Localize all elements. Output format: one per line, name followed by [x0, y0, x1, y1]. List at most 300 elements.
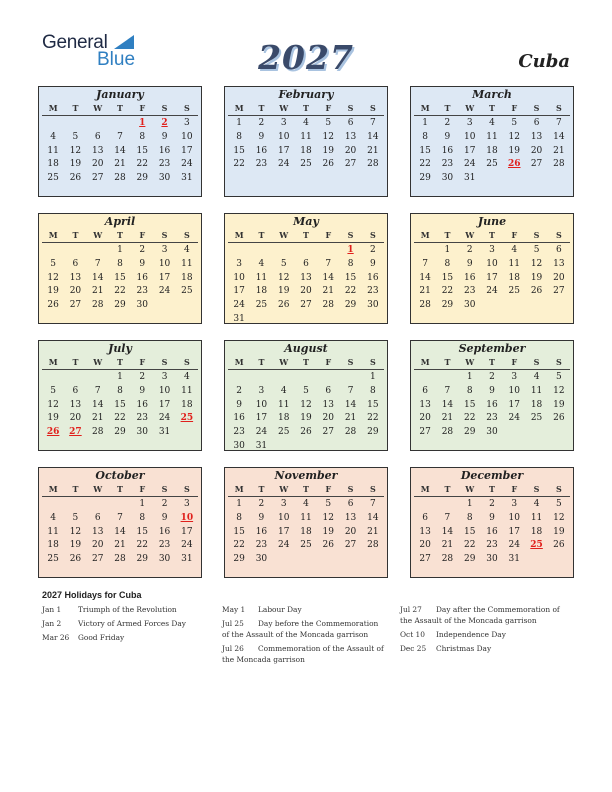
empty-day [64, 244, 86, 258]
day: 14 [114, 145, 126, 156]
month-title: June [477, 215, 507, 228]
day: 13 [91, 145, 104, 156]
weekday-label: W [93, 484, 103, 494]
holiday-date: Jul 26 [222, 644, 244, 653]
month-title: October [95, 469, 145, 482]
day: 20 [419, 540, 431, 551]
day: 16 [158, 145, 171, 156]
day: 14 [367, 512, 379, 523]
day: 28 [114, 554, 126, 565]
day: 2 [489, 499, 495, 509]
weekday-label: S [161, 357, 168, 367]
day: 26 [300, 427, 312, 438]
day: 10 [233, 272, 245, 283]
weekday-label: F [139, 357, 146, 367]
day: 8 [369, 385, 376, 396]
holiday-day: 27 [69, 427, 82, 438]
day: 10 [181, 131, 193, 142]
day: 8 [236, 131, 242, 142]
day: 7 [422, 258, 428, 269]
day: 12 [553, 385, 565, 396]
weekday-label: S [533, 484, 540, 494]
day: 7 [117, 512, 123, 523]
day: 10 [255, 399, 268, 410]
weekday-label: T [72, 484, 79, 494]
day: 1 [117, 245, 123, 255]
holiday-name: Victory of Armed Forces Day [78, 619, 186, 628]
day: 6 [422, 512, 428, 523]
day: 22 [441, 286, 454, 297]
weekday-label: M [234, 230, 244, 240]
day: 9 [236, 399, 242, 410]
day: 18 [277, 413, 290, 424]
day: 12 [69, 145, 82, 156]
weekday-label: T [72, 357, 79, 367]
month-title: April [104, 215, 136, 228]
day: 21 [441, 540, 454, 551]
day: 13 [419, 526, 431, 537]
day: 24 [463, 159, 476, 170]
day: 13 [69, 272, 82, 283]
day: 20 [322, 413, 334, 424]
day: 5 [50, 385, 56, 396]
month-october [38, 467, 202, 578]
day: 2 [369, 245, 376, 255]
weekday-label: S [555, 357, 562, 367]
weekday-label: S [555, 484, 562, 494]
day: 11 [47, 145, 59, 156]
day: 4 [280, 385, 287, 396]
month-april [38, 213, 202, 324]
day: 11 [300, 512, 312, 523]
weekday-label: M [420, 230, 430, 240]
day: 9 [258, 512, 265, 523]
month-title: March [472, 88, 512, 101]
day: 9 [444, 131, 451, 142]
weekday-label: T [258, 230, 265, 240]
day: 13 [344, 131, 357, 142]
day: 5 [555, 372, 562, 382]
day: 27 [322, 427, 334, 438]
day: 22 [114, 286, 126, 297]
day-grid [228, 244, 384, 327]
day: 5 [72, 131, 79, 142]
empty-day [228, 244, 250, 258]
holiday-column [222, 604, 387, 668]
weekday-label: T [258, 484, 265, 494]
day: 31 [463, 173, 476, 184]
day: 10 [508, 385, 520, 396]
month-title: November [274, 469, 338, 482]
weekday-label: T [72, 103, 79, 113]
day: 27 [91, 173, 104, 184]
empty-day [339, 371, 361, 385]
day: 12 [322, 131, 334, 142]
month-title: January [96, 88, 144, 101]
day: 4 [50, 512, 56, 523]
day: 7 [555, 118, 562, 128]
day-grid [414, 244, 570, 313]
day: 18 [181, 272, 193, 283]
day: 24 [508, 413, 520, 424]
holiday-date: Jan 1 [42, 605, 62, 614]
weekday-header [228, 356, 384, 370]
empty-day [317, 244, 339, 258]
day: 4 [511, 245, 518, 255]
weekday-label: T [72, 230, 79, 240]
day: 26 [277, 300, 290, 311]
day-grid [414, 371, 570, 440]
weekday-label: F [139, 484, 146, 494]
day: 28 [344, 427, 357, 438]
day: 11 [277, 399, 290, 410]
day: 6 [303, 258, 309, 269]
day: 17 [233, 286, 245, 297]
day: 30 [158, 173, 171, 184]
day: 19 [553, 526, 565, 537]
day: 9 [139, 385, 146, 396]
day: 15 [136, 526, 148, 537]
weekday-label: M [48, 484, 58, 494]
weekday-label: F [511, 230, 518, 240]
day: 4 [183, 372, 190, 382]
day: 22 [419, 159, 431, 170]
day: 24 [181, 159, 193, 170]
day: 20 [344, 526, 357, 537]
empty-day [87, 117, 109, 131]
day: 6 [422, 385, 428, 396]
day: 9 [258, 131, 265, 142]
day: 29 [114, 427, 126, 438]
day: 2 [258, 118, 265, 128]
day: 2 [139, 372, 146, 382]
day: 20 [530, 145, 543, 156]
weekday-label: M [48, 230, 58, 240]
day: 26 [69, 173, 82, 184]
day: 28 [91, 427, 104, 438]
month-november [224, 467, 388, 578]
weekday-label: S [555, 103, 562, 113]
day: 27 [553, 286, 565, 297]
day: 22 [114, 413, 126, 424]
day: 25 [530, 413, 543, 424]
day: 3 [161, 245, 168, 255]
day: 27 [344, 159, 357, 170]
holiday-name: Independence Day [436, 630, 506, 639]
day: 29 [136, 173, 148, 184]
day: 31 [158, 427, 171, 438]
weekday-label: M [234, 484, 244, 494]
day: 2 [139, 245, 146, 255]
day: 13 [530, 131, 543, 142]
day: 29 [463, 554, 476, 565]
day: 15 [114, 272, 126, 283]
day: 4 [183, 245, 190, 255]
day: 5 [303, 385, 309, 396]
empty-day [273, 371, 295, 385]
day: 20 [419, 413, 431, 424]
day: 11 [530, 385, 543, 396]
holiday-name: Day after the Commemoration of the Assault of the Moncada garrison [400, 605, 560, 625]
day: 16 [255, 526, 268, 537]
holiday-day: 10 [180, 512, 194, 523]
weekday-label: W [93, 357, 103, 367]
day: 15 [463, 526, 476, 537]
day: 9 [161, 512, 168, 523]
day-grid [42, 244, 198, 313]
day: 3 [280, 499, 287, 509]
weekday-header [228, 483, 384, 497]
weekday-label: M [48, 357, 58, 367]
weekday-label: W [465, 484, 475, 494]
holiday-name: Triumph of the Revolution [78, 605, 177, 614]
weekday-label: S [183, 484, 190, 494]
day: 11 [530, 512, 543, 523]
weekday-label: S [347, 230, 354, 240]
day: 12 [277, 272, 290, 283]
day: 21 [344, 413, 357, 424]
day: 21 [114, 159, 126, 170]
weekday-label: W [465, 230, 475, 240]
day: 26 [530, 286, 543, 297]
day: 29 [136, 554, 148, 565]
month-title: December [460, 469, 524, 482]
weekday-label: T [117, 230, 123, 240]
day: 18 [47, 540, 59, 551]
day: 21 [367, 145, 379, 156]
day: 6 [94, 131, 101, 142]
day: 22 [367, 413, 379, 424]
day: 22 [233, 159, 245, 170]
day: 26 [322, 159, 334, 170]
day: 12 [47, 399, 59, 410]
logo-text-general: General [42, 32, 108, 53]
day: 17 [158, 272, 171, 283]
day: 14 [91, 399, 104, 410]
day: 23 [233, 427, 245, 438]
weekday-label: T [444, 103, 451, 113]
day: 7 [444, 385, 451, 396]
day: 25 [508, 286, 520, 297]
weekday-label: T [303, 230, 309, 240]
empty-day [109, 117, 131, 131]
day: 28 [91, 300, 104, 311]
weekday-label: T [444, 357, 451, 367]
month-may [224, 213, 388, 324]
day: 14 [441, 399, 454, 410]
day: 3 [466, 118, 473, 128]
day: 31 [508, 554, 520, 565]
day: 2 [466, 245, 473, 255]
day: 6 [347, 118, 354, 128]
day: 20 [300, 286, 312, 297]
weekday-label: S [533, 357, 540, 367]
day: 7 [94, 258, 101, 269]
holiday-entry [42, 618, 207, 629]
month-september [410, 340, 574, 451]
weekday-label: T [258, 357, 265, 367]
weekday-label: F [511, 103, 518, 113]
weekday-label: M [420, 103, 430, 113]
day: 17 [277, 145, 290, 156]
day: 31 [233, 313, 245, 324]
day: 2 [489, 372, 495, 382]
day: 20 [553, 272, 565, 283]
empty-day [414, 244, 436, 258]
day: 1 [444, 245, 451, 255]
weekday-label: T [303, 103, 309, 113]
month-title: July [108, 342, 132, 355]
holiday-name: Day before the Commemoration of the Assault of the Moncada garrison [222, 619, 379, 639]
day: 3 [258, 385, 265, 396]
day: 19 [322, 145, 334, 156]
holiday-day: 1 [139, 118, 146, 128]
day: 17 [158, 399, 171, 410]
day: 24 [158, 286, 171, 297]
day: 24 [158, 413, 171, 424]
empty-day [295, 244, 317, 258]
day: 28 [322, 300, 334, 311]
weekday-label: F [511, 357, 518, 367]
holiday-day: 25 [530, 540, 543, 551]
weekday-header [414, 229, 570, 243]
day: 11 [181, 385, 193, 396]
day: 7 [444, 512, 451, 523]
empty-day [295, 371, 317, 385]
day: 24 [508, 540, 520, 551]
day: 5 [555, 499, 562, 509]
day: 8 [422, 131, 428, 142]
day: 17 [181, 526, 193, 537]
day: 7 [325, 258, 332, 269]
day: 26 [553, 540, 565, 551]
empty-day [42, 117, 64, 131]
day: 22 [233, 540, 245, 551]
day: 12 [530, 258, 543, 269]
day: 7 [369, 118, 376, 128]
day: 18 [530, 526, 543, 537]
weekday-label: M [234, 357, 244, 367]
weekday-label: S [369, 103, 376, 113]
day: 30 [367, 300, 379, 311]
day: 19 [530, 272, 543, 283]
holiday-day: 1 [347, 245, 354, 255]
day: 15 [463, 399, 476, 410]
day: 27 [419, 427, 431, 438]
day: 12 [508, 131, 520, 142]
day: 6 [555, 245, 562, 255]
day: 23 [463, 286, 476, 297]
day: 3 [489, 245, 495, 255]
day: 1 [422, 118, 428, 128]
weekday-label: T [117, 484, 123, 494]
weekday-label: T [303, 484, 309, 494]
day: 27 [91, 554, 104, 565]
weekday-label: F [139, 230, 146, 240]
day: 28 [367, 159, 379, 170]
empty-day [436, 498, 458, 512]
day: 10 [277, 512, 290, 523]
day: 24 [486, 286, 498, 297]
day: 26 [553, 413, 565, 424]
day: 7 [369, 499, 376, 509]
day: 19 [47, 286, 59, 297]
day: 14 [419, 272, 431, 283]
day: 22 [463, 413, 476, 424]
weekday-header [414, 356, 570, 370]
day: 27 [300, 300, 312, 311]
day: 22 [463, 540, 476, 551]
day: 3 [236, 258, 242, 269]
day: 23 [136, 413, 148, 424]
empty-day [42, 498, 64, 512]
day: 11 [47, 526, 59, 537]
day: 26 [322, 540, 334, 551]
weekday-label: S [347, 103, 354, 113]
day: 8 [117, 385, 123, 396]
holiday-date: May 1 [222, 605, 246, 614]
day: 20 [91, 159, 104, 170]
day: 2 [444, 118, 451, 128]
day: 14 [553, 131, 565, 142]
day: 8 [139, 131, 146, 142]
weekday-label: S [555, 230, 562, 240]
day: 1 [117, 372, 123, 382]
weekday-label: S [161, 230, 168, 240]
holiday-date: Dec 25 [400, 644, 427, 653]
day: 18 [508, 272, 520, 283]
day: 6 [72, 385, 79, 396]
day: 8 [444, 258, 451, 269]
day: 3 [183, 499, 190, 509]
weekday-label: S [347, 357, 354, 367]
day: 24 [181, 540, 193, 551]
day: 24 [233, 300, 245, 311]
holiday-day: 26 [508, 159, 521, 170]
day: 17 [508, 399, 520, 410]
day: 30 [158, 554, 171, 565]
day: 15 [419, 145, 431, 156]
day: 19 [69, 540, 82, 551]
day: 30 [233, 440, 245, 451]
holidays-title: 2027 Holidays for Cuba [42, 590, 142, 600]
day: 15 [367, 399, 379, 410]
day: 3 [161, 372, 168, 382]
empty-day [317, 371, 339, 385]
day: 5 [280, 258, 287, 269]
day: 5 [72, 512, 79, 523]
month-july [38, 340, 202, 451]
day: 30 [463, 300, 476, 311]
empty-day [414, 371, 436, 385]
day: 1 [236, 499, 242, 509]
day: 25 [277, 427, 290, 438]
day: 22 [136, 540, 148, 551]
weekday-label: F [325, 103, 332, 113]
day: 18 [530, 399, 543, 410]
day: 27 [419, 554, 431, 565]
weekday-label: W [279, 357, 289, 367]
day: 24 [255, 427, 268, 438]
weekday-label: S [369, 357, 376, 367]
day: 9 [139, 258, 146, 269]
day: 11 [486, 131, 498, 142]
weekday-label: S [369, 484, 376, 494]
day: 21 [419, 286, 431, 297]
day-grid [42, 371, 198, 440]
weekday-label: T [489, 357, 495, 367]
day: 12 [322, 512, 334, 523]
